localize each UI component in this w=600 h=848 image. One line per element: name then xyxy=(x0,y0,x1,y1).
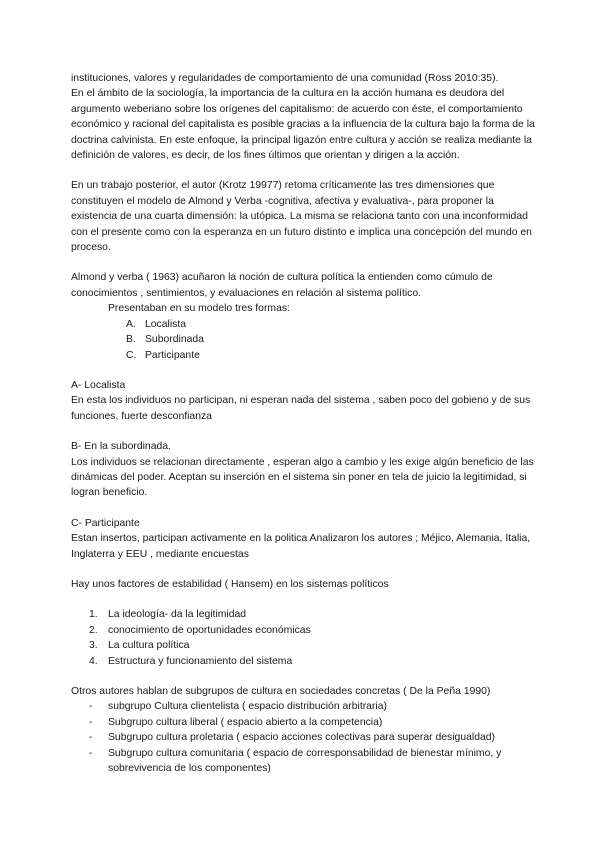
section-body-participante: Estan insertos, participan activamente en la politica Analizaron los autores ; Méjico, Alemania, Italia, Inglaterra y EEU , mediante encuestas xyxy=(71,533,531,560)
list-marker: - xyxy=(89,732,93,744)
list-marker: - xyxy=(89,701,93,713)
list-item xyxy=(71,317,541,332)
list-item-label: Subgrupo cultura comunitaria ( espacio de corresponsabilidad de bienestar mínimo, y sobrevivencia de los componentes) xyxy=(108,747,502,775)
paragraph-sociologia: En el ámbito de la sociología, la importancia de la cultura en la acción humana es deudora del argumento weberiano sobre los orígenes del capitalismo: de acuerdo con éste, el comportamiento económico y racional del capitalista es posible gracias a la influencia de la cultura bajo la forma de la doctrina calvinista. En este enfoque, la principal ligazón entre cultura y acción se realiza mediante la definición de valores, es decir, de los fines últimos que orientan y dirigen a la acción. xyxy=(71,88,535,162)
paragraph-factores: Hay unos factores de estabilidad ( Hansem) en los sistemas políticos xyxy=(71,578,389,590)
subgroups-list xyxy=(71,699,541,776)
list-item-label: Localista xyxy=(145,318,187,330)
list-item xyxy=(71,623,541,638)
list-marker: - xyxy=(89,716,93,728)
section-body-subordinada: Los individuos se relacionan directamente , esperan algo a cambio y les exige algún beneficio de las dinámicas del poder. Aceptan su inserción en el sistema sin poner en tela de juicio la legitimidad, si logran beneficio. xyxy=(71,456,534,499)
forms-lead: Presentaban en su modelo tres formas: xyxy=(108,303,290,315)
list-item-label: Subgrupo cultura proletaria ( espacio acciones colectivas para superar desigualdad) xyxy=(108,732,495,744)
list-marker: 4. xyxy=(89,655,98,667)
factors-list xyxy=(71,607,541,669)
list-item-label: Participante xyxy=(145,349,200,361)
list-item xyxy=(71,730,541,745)
list-item xyxy=(71,699,541,714)
list-item-label: La cultura política xyxy=(108,640,190,652)
forms-list xyxy=(71,317,541,363)
section-heading-localista: A- Localista xyxy=(71,379,126,391)
list-item xyxy=(71,348,541,363)
list-marker: - xyxy=(89,747,93,759)
list-item-label: conocimiento de oportunidades económicas xyxy=(108,624,311,636)
document-page xyxy=(71,71,541,776)
list-item-label: subgrupo Cultura clientelista ( espacio distribución arbitraria) xyxy=(108,701,387,713)
section-heading-participante: C- Participante xyxy=(71,517,140,529)
list-item xyxy=(71,638,541,653)
list-item xyxy=(71,654,541,669)
list-item-label: La ideología- da la legitimidad xyxy=(108,609,247,621)
paragraph-subgrupos: Otros autores hablan de subgrupos de cultura en sociedades concretas ( De la Peña 1990) xyxy=(71,686,491,697)
section-heading-subordinada: B- En la subordinada. xyxy=(71,441,171,453)
paragraph-almond-verba: Almond y verba ( 1963) acuñaron la noción de cultura política la entienden como cúmulo de conocimientos , sentimientos, y evaluaciones en relación al sistema político. xyxy=(71,272,493,299)
list-marker: 3. xyxy=(89,640,98,652)
list-item-label: Subordinada xyxy=(145,334,204,346)
list-item xyxy=(71,746,541,777)
section-body-localista: En esta los individuos no participan, ni esperan nada del sistema , saben poco del gobieno y de sus funciones, fuerte desconfianza xyxy=(71,395,531,422)
list-item-label: Estructura y funcionamiento del sistema xyxy=(108,655,293,667)
list-item xyxy=(71,332,541,347)
list-marker: 1. xyxy=(89,609,98,621)
list-marker: B. xyxy=(126,334,136,346)
paragraph-krotz: En un trabajo posterior, el autor (Krotz 19977) retoma críticamente las tres dimensiones que constituyen el modelo de Almond y Verba -cognitiva, afectiva y evaluativa-, para proponer la existencia de una cuarta dimensión: la utópica. La misma se relaciona tanto con una inconformidad con el presente como con la esperanza en un futuro distinto e implica una concepción del mundo en proceso. xyxy=(71,180,532,254)
paragraph-ross: instituciones, valores y regularidades de comportamiento de una comunidad (Ross 2010:35). xyxy=(71,73,499,84)
list-item xyxy=(71,607,541,622)
list-marker: 2. xyxy=(89,624,98,636)
list-item xyxy=(71,715,541,730)
list-item-label: Subgrupo cultura liberal ( espacio abierto a la competencia) xyxy=(108,716,383,728)
list-marker: C. xyxy=(126,349,137,361)
list-marker: A. xyxy=(126,318,136,330)
